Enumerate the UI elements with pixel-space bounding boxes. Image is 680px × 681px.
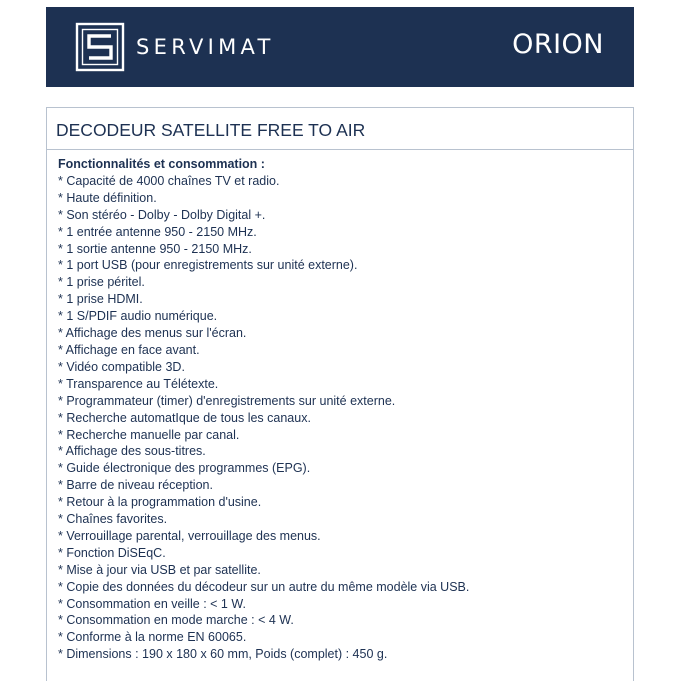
product-title: DECODEUR SATELLITE FREE TO AIR — [56, 120, 366, 140]
feature-item: * Haute définition. — [58, 190, 157, 205]
feature-item: * 1 port USB (pour enregistrements sur unité externe). — [58, 258, 358, 273]
feature-item: * Vidéo compatible 3D. — [58, 359, 185, 374]
feature-item: * Recherche manuelle par canal. — [58, 427, 240, 442]
feature-item: * Affichage en face avant. — [58, 342, 200, 357]
brand-name: SERVIMAT — [136, 35, 275, 59]
feature-item: * Conforme à la norme EN 60065. — [58, 630, 247, 645]
manufacturer-name: ORION — [512, 29, 604, 60]
feature-item: * Recherche automatIque de tous les canaux. — [58, 410, 311, 425]
feature-item: * 1 sortie antenne 950 - 2150 MHz. — [58, 241, 252, 256]
feature-item: * 1 entrée antenne 950 - 2150 MHz. — [58, 224, 257, 239]
feature-item: * Retour à la programmation d'usine. — [58, 495, 262, 510]
feature-item: * Fonction DiSEqC. — [58, 545, 166, 560]
product-card — [46, 107, 634, 681]
feature-item: * Barre de niveau réception. — [58, 478, 213, 493]
brand-header — [46, 7, 634, 87]
feature-item: * Copie des données du décodeur sur un autre du même modèle via USB. — [58, 579, 470, 594]
features-heading: Fonctionnalités et consommation : — [58, 157, 265, 171]
feature-item: * Guide électronique des programmes (EPG). — [58, 461, 311, 476]
feature-item: * Verrouillage parental, verrouillage des menus. — [58, 528, 321, 543]
feature-item: * Affichage des menus sur l'écran. — [58, 326, 247, 341]
feature-item: * Transparence au Télétexte. — [58, 376, 219, 391]
feature-item: * Mise à jour via USB et par satellite. — [58, 562, 261, 577]
servimat-logo-icon — [75, 22, 125, 72]
features-section — [58, 156, 628, 663]
feature-item: * 1 prise péritel. — [58, 275, 145, 290]
feature-item: * Consommation en mode marche : < 4 W. — [58, 613, 294, 628]
feature-list — [58, 173, 628, 663]
feature-item: * Affichage des sous-titres. — [58, 444, 206, 459]
feature-item: * Chaînes favorites. — [58, 512, 168, 527]
feature-item: * Son stéréo - Dolby - Dolby Digital +. — [58, 207, 266, 222]
product-title-bar — [47, 108, 633, 150]
feature-item: * 1 S/PDIF audio numérique. — [58, 309, 218, 324]
feature-item: * Consommation en veille : < 1 W. — [58, 596, 246, 611]
feature-item: * Programmateur (timer) d'enregistrements sur unité externe. — [58, 393, 396, 408]
feature-item: * 1 prise HDMI. — [58, 292, 143, 307]
feature-item: * Capacité de 4000 chaînes TV et radio. — [58, 173, 280, 188]
feature-item: * Dimensions : 190 x 180 x 60 mm, Poids (complet) : 450 g. — [58, 647, 388, 662]
